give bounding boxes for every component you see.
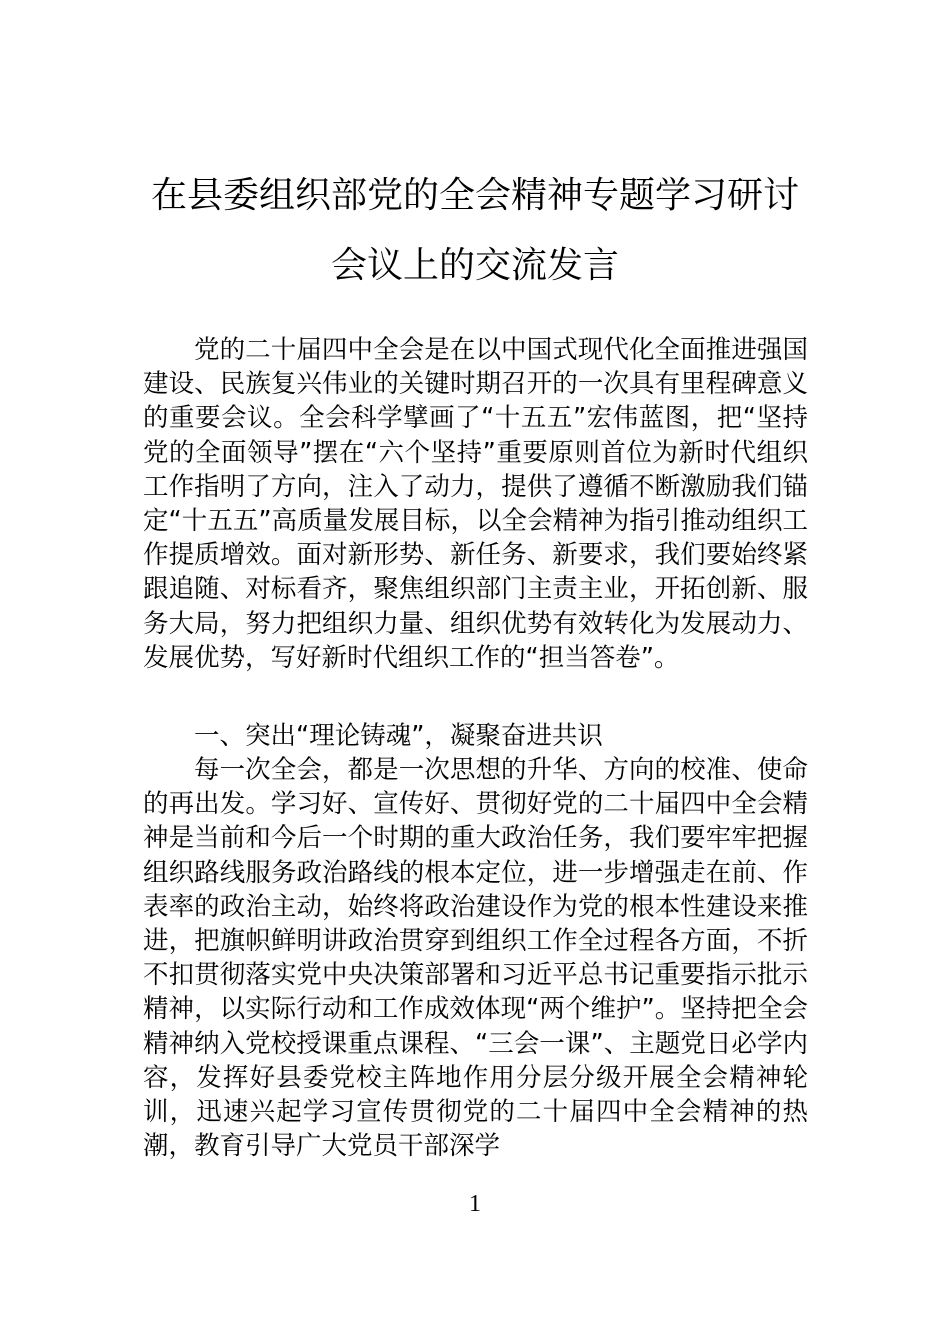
document-title-line-1: 在县委组织部党的全会精神专题学习研讨 xyxy=(150,175,799,216)
intro-paragraph-block xyxy=(143,333,808,675)
section-heading: 一、突出“理论铸魂”，凝聚奋进共识 xyxy=(194,721,603,751)
section-paragraph: 每一次全会，都是一次思想的升华、方向的校准、使命的再出发。学习好、宣传好、贯彻好党的二十届四中全会精神是当前和今后一个时期的重大政治任务，我们要牢牢把握组织路线服务政治路线的根本定位，进一步增强走在前、作表率的政治主动，始终将政治建设作为党的根本性建设来推进，把旗帜鲜明讲政治贯穿到组织工作全过程各方面，不折不扣贯彻落实党中央决策部署和习近平总书记重要指示批示精神，以实际行动和工作成效体现“两个维护”。坚持把全会精神纳入党校授课重点课程、“三会一课”、主题党日必学内容，发挥好县委党校主阵地作用分层分级开展全会精神轮训，迅速兴起学习宣传贯彻党的二十届四中全会精神的热潮，教育引导广大党员干部深学 xyxy=(143,755,808,1162)
page-number: 1 xyxy=(469,1191,481,1217)
document-title-line-2: 会议上的交流发言 xyxy=(330,245,619,286)
section-paragraph-block xyxy=(143,753,808,1163)
section-heading-block xyxy=(143,719,808,753)
intro-paragraph: 党的二十届四中全会是在以中国式现代化全面推进强国建设、民族复兴伟业的关键时期召开的一次具有里程碑意义的重要会议。全会科学擘画了“十五五”宏伟蓝图，把“坚持党的全面领导”摆在“六个坚持”重要原则首位为新时代组织工作指明了方向，注入了动力，提供了遵循不断激励我们锚定“十五五”高质量发展目标，以全会精神为指引推动组织工作提质增效。面对新形势、新任务、新要求，我们要始终紧跟追随、对标看齐，聚焦组织部门主责主业，开拓创新、服务大局，努力把组织力量、组织优势有效转化为发展动力、发展优势，写好新时代组织工作的“担当答卷”。 xyxy=(143,335,808,673)
